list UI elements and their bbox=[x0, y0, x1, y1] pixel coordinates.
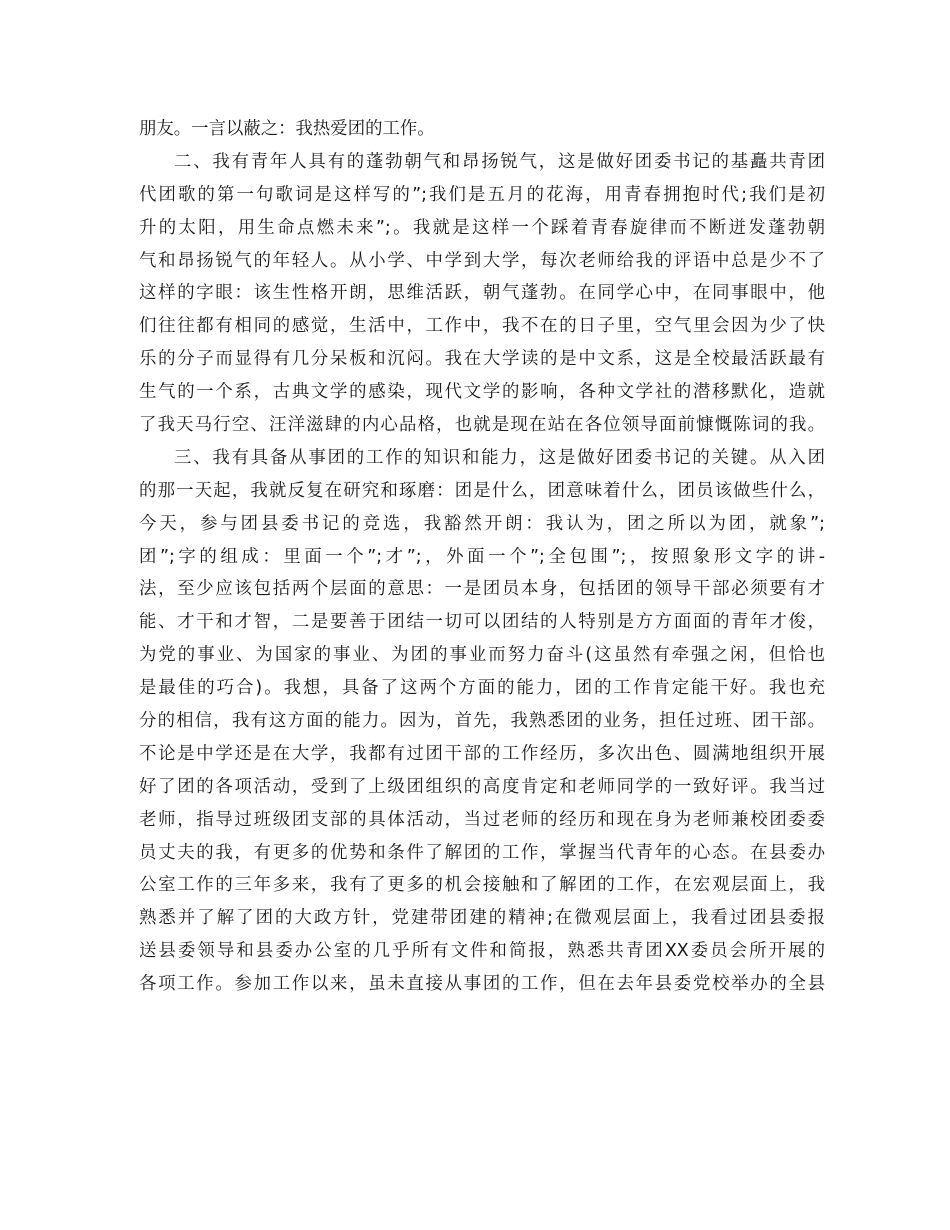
text-line: 们往往都有相同的感觉，生活中，工作中，我不在的日子里，空气里会因为少了快 bbox=[139, 316, 825, 337]
text-line: 乐的分子而显得有几分呆板和沉闷。我在大学读的是中文系，这是全校最活跃最有 bbox=[139, 349, 825, 370]
text-line: 朋友。一言以蔽之：我热爱团的工作。 bbox=[139, 119, 435, 139]
text-line: 熟悉并了解了团的大政方针，党建带团建的精神;在微观层面上，我看过团县委报 bbox=[139, 908, 825, 929]
text-line: 送县委领导和县委办公室的几乎所有文件和简报，熟悉共青团XX委员会所开展的 bbox=[139, 941, 825, 962]
text-line: 是最佳的巧合)。我想，具备了这两个方面的能力，团的工作肯定能干好。我也充 bbox=[139, 678, 825, 699]
text-line: 三、我有具备从事团的工作的知识和能力，这是做好团委书记的关键。从入团 bbox=[174, 447, 825, 468]
text-line: 员丈夫的我，有更多的优势和条件了解团的工作，掌握当代青年的心态。在县委办 bbox=[139, 842, 825, 863]
text-line: 分的相信，我有这方面的能力。因为，首先，我熟悉团的业务，担任过班、团干部。 bbox=[139, 711, 825, 732]
text-line: 代团歌的第一句歌词是这样写的”;我们是五月的花海，用青春拥抱时代;我们是初 bbox=[139, 184, 825, 205]
text-line: 法，至少应该包括两个层面的意思：一是团员本身，包括团的领导干部必须要有才 bbox=[139, 579, 825, 600]
text-line: 能、才干和才智，二是要善于团结一切可以团结的人特别是方方面面的青年才俊， bbox=[139, 612, 825, 633]
text-line: 这样的字眼：该生性格开朗，思维活跃，朝气蓬勃。在同学心中，在同事眼中，他 bbox=[139, 283, 825, 304]
text-line: 生气的一个系，古典文学的感染，现代文学的影响，各种文学社的潜移默化，造就 bbox=[139, 382, 825, 403]
text-line: 了我天马行空、汪洋滋肆的内心品格，也就是现在站在各位领导面前慷慨陈词的我。 bbox=[139, 415, 825, 436]
text-line: 的那一天起，我就反复在研究和琢磨：团是什么，团意味着什么，团员该做些什么， bbox=[139, 480, 825, 501]
text-line: 团”;字的组成：里面一个”;才”;，外面一个”;全包围”;，按照象形文字的讲- bbox=[139, 546, 825, 567]
text-line: 为党的事业、为国家的事业、为团的事业而努力奋斗(这虽然有牵强之闲，但恰也 bbox=[139, 645, 825, 666]
text-line: 不论是中学还是在大学，我都有过团干部的工作经历，多次出色、圆满地组织开展 bbox=[139, 743, 825, 764]
text-line: 二、我有青年人具有的蓬勃朝气和昂扬锐气，这是做好团委书记的基矗共青团 bbox=[174, 151, 825, 172]
text-line: 各项工作。参加工作以来，虽未直接从事团的工作，但在去年县委党校举办的全县 bbox=[139, 974, 825, 995]
text-line: 今天，参与团县委书记的竞选，我豁然开朗：我认为，团之所以为团，就象”; bbox=[139, 513, 825, 534]
text-line: 气和昂扬锐气的年轻人。从小学、中学到大学，每次老师给我的评语中总是少不了 bbox=[139, 250, 825, 271]
text-line: 升的太阳，用生命点燃未来”;。我就是这样一个踩着青春旋律而不断迸发蓬勃朝 bbox=[139, 217, 825, 238]
text-line: 公室工作的三年多来，我有了更多的机会接触和了解团的工作，在宏观层面上，我 bbox=[139, 875, 825, 896]
document-body bbox=[139, 113, 825, 1001]
text-line: 老师，指导过班级团支部的具体活动，当过老师的经历和现在身为老师兼校团委委 bbox=[139, 809, 825, 830]
text-line: 好了团的各项活动，受到了上级团组织的高度肯定和老师同学的一致好评。我当过 bbox=[139, 776, 825, 797]
